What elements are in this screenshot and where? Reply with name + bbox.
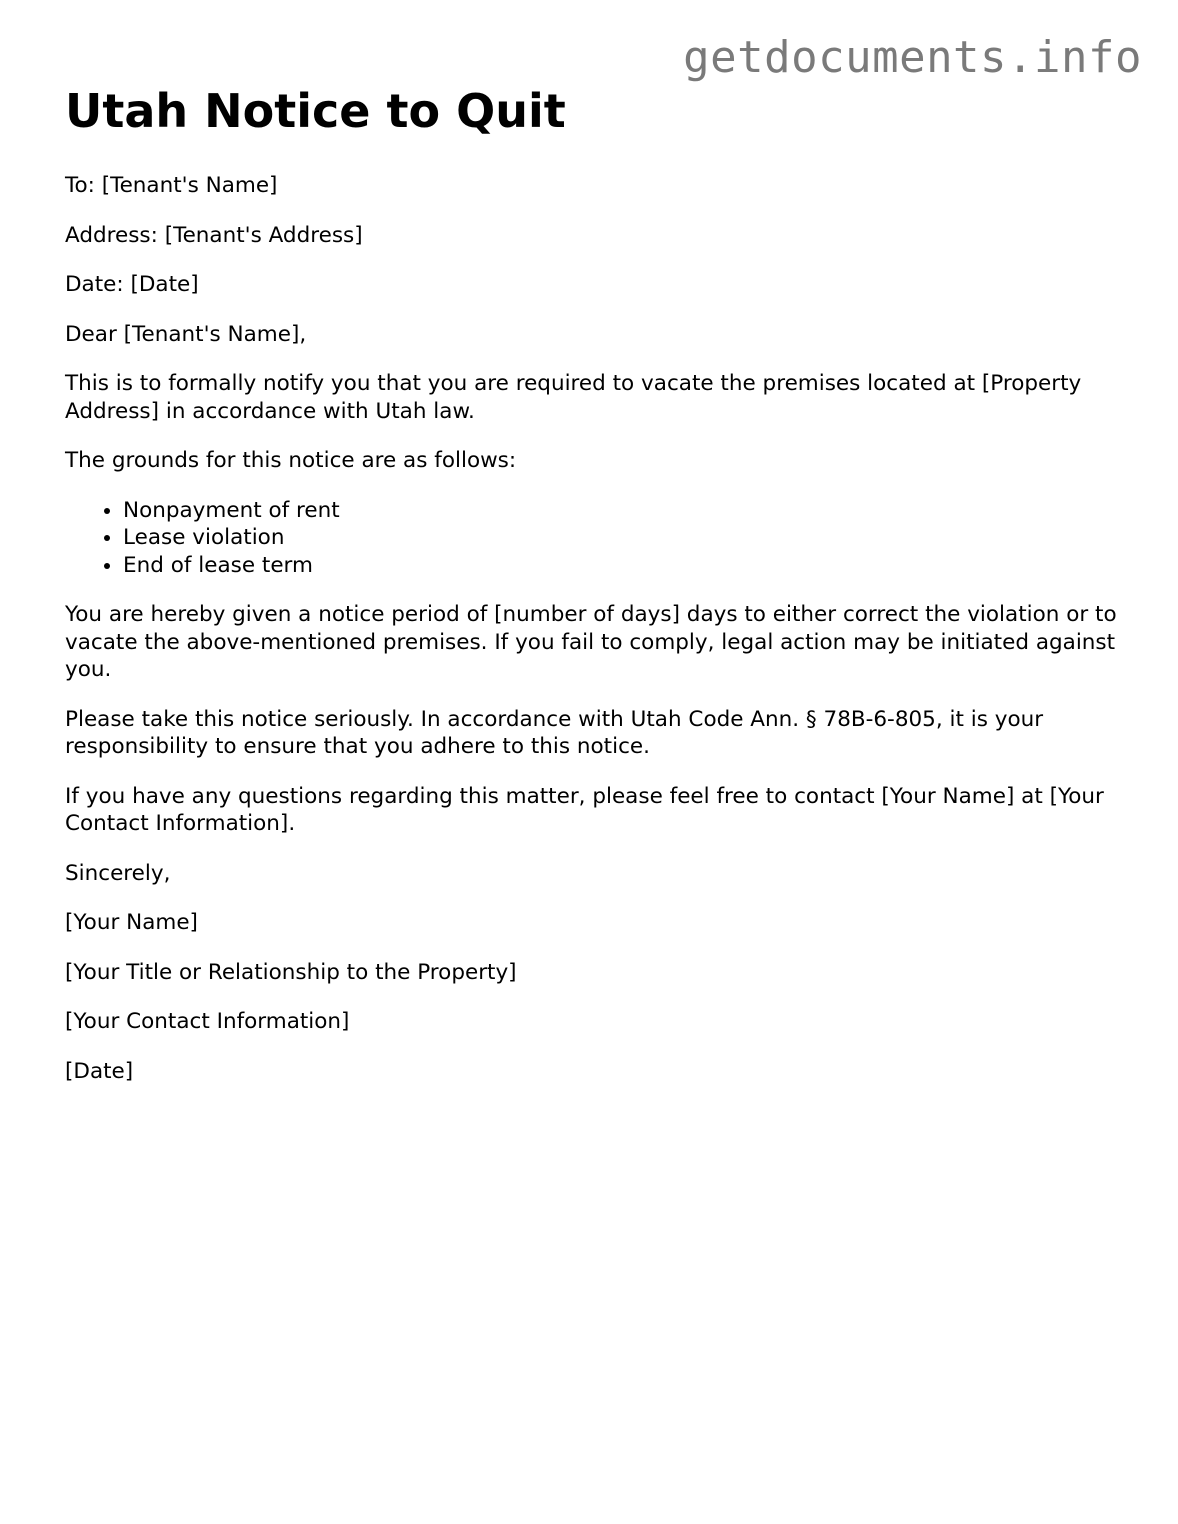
grounds-list [65,497,1125,580]
date-line: Date: [Date] [65,272,199,297]
legal-reference-paragraph: Please take this notice seriously. In accordance with Utah Code Ann. § 78B-6-805, it is your responsibility to ensure that you adhere to this notice. [65,706,1044,759]
notice-period-paragraph: You are hereby given a notice period of [number of days] days to either correct the violation or to vacate the above-mentioned premises. If you fail to comply, legal action may be initiated against you. [65,602,1117,682]
signature-name: [Your Name] [65,910,198,935]
to-line: To: [Tenant's Name] [65,173,278,198]
closing: Sincerely, [65,860,171,886]
list-item: • Nonpayment of rent [123,497,1125,525]
salutation: Dear [Tenant's Name], [65,321,307,347]
watermark: getdocuments.info [683,32,1142,83]
intro-paragraph: This is to formally notify you that you are required to vacate the premises located at [Property Address] in accordance with Utah law. [65,371,1082,424]
list-item: • End of lease term [123,552,1125,580]
address-line: Address: [Tenant's Address] [65,222,363,248]
list-item: • Lease violation [123,524,1125,552]
signature-contact: [Your Contact Information] [65,1009,350,1034]
grounds-intro: The grounds for this notice are as follows: [65,448,517,473]
signature-date: [Date] [65,1058,134,1084]
document-title: Utah Notice to Quit [65,84,566,138]
document-body [65,84,1125,1107]
signature-title: [Your Title or Relationship to the Property] [65,959,517,985]
contact-paragraph: If you have any questions regarding this matter, please feel free to contact [Your Name] at [Your Contact Information]. [65,783,1104,836]
